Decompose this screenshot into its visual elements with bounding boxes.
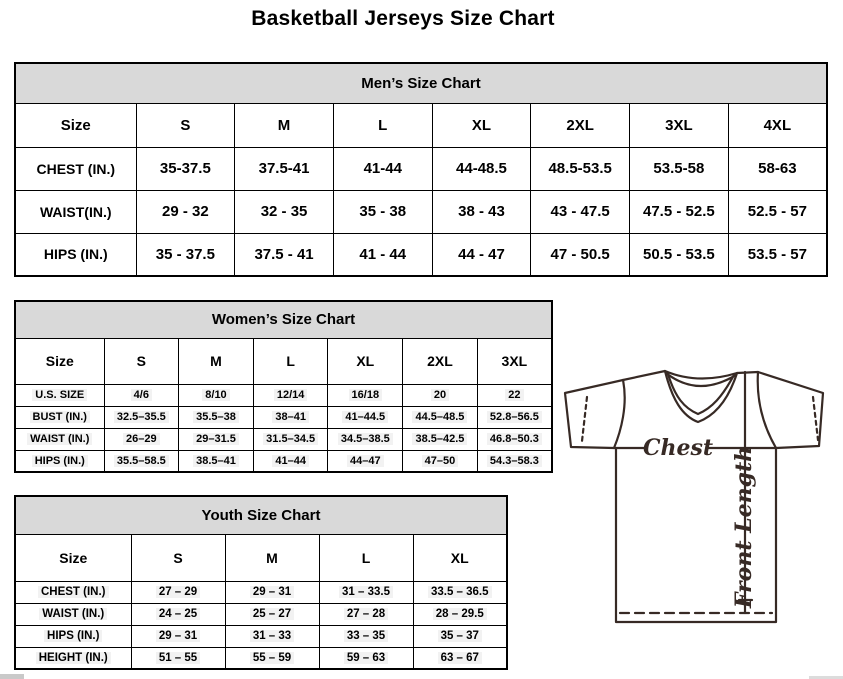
row-label-cell [15,647,131,669]
size-value-cell [630,190,729,233]
size-value: 35.5–38 [193,411,239,423]
size-column-header-cell [253,338,328,384]
size-column-header-cell [104,338,179,384]
size-value: 29 – 31 [156,630,200,642]
size-value: 46.8–50.3 [487,433,542,445]
size-column-header-cell [413,534,507,581]
size-value: 32.5–35.5 [114,411,169,423]
size-column-header-cell [531,103,630,147]
row-label: HIPS (IN.) [43,246,108,263]
size-column-header-cell [225,534,319,581]
size-column-header-cell [179,338,254,384]
table-title-cell [15,301,552,338]
size-value: 27 – 28 [344,608,388,620]
size-column-header: S [173,549,183,566]
size-value: 4/6 [131,389,152,401]
chest-label: Chest [642,435,714,461]
table-title: Women’s Size Chart [211,311,356,329]
mens-size-table [14,62,828,277]
size-value: 35 - 37.5 [155,245,215,263]
size-value-cell [131,581,225,603]
size-column-header-cell [136,103,235,147]
size-column-header: 2XL [427,353,453,369]
size-column-header: 3XL [665,116,693,134]
size-column-header: S [180,116,191,134]
size-value-cell [235,190,334,233]
size-column-header: L [361,549,371,566]
size-value: 26–29 [123,433,160,445]
size-value: 41 - 44 [359,245,407,263]
size-value: 29 – 31 [250,586,294,598]
size-value-cell [333,147,432,190]
size-value-cell [319,625,413,647]
row-label: HIPS (IN.) [32,455,88,467]
size-column-header-cell [319,534,413,581]
size-value-cell [104,384,179,406]
row-label-cell [15,428,104,450]
size-value-cell [531,233,630,276]
size-value: 47–50 [422,455,459,467]
size-value-cell [104,428,179,450]
size-value-cell [477,450,552,472]
row-label: BUST (IN.) [30,411,90,423]
size-column-header: M [277,116,291,134]
row-label-cell [15,450,104,472]
size-column-header: 2XL [566,116,594,134]
row-label: U.S. SIZE [32,389,87,401]
size-column-header-cell [432,103,531,147]
table-row [15,147,827,190]
size-value: 37.5-41 [258,160,310,177]
size-value-cell [225,581,319,603]
size-value-cell [253,450,328,472]
size-value: 33.5 – 36.5 [428,586,492,598]
size-value: 24 – 25 [156,608,200,620]
size-value-cell [403,428,478,450]
size-value-cell [432,233,531,276]
size-value: 52.8–56.5 [487,411,542,423]
size-value: 37.5 - 41 [254,245,314,263]
size-value-cell [531,147,630,190]
size-value: 59 – 63 [344,652,388,664]
row-label: HIPS (IN.) [44,630,102,642]
size-column-header-cell [333,103,432,147]
size-value: 32 - 35 [260,203,308,220]
row-label: WAIST (IN.) [27,433,92,445]
size-corner-header-cell [15,338,104,384]
table-row [15,301,552,338]
size-value: 43 - 47.5 [550,203,610,220]
table-title: Men’s Size Chart [361,74,481,92]
size-value-cell [136,190,235,233]
size-column-header-cell [328,338,403,384]
size-value: 44-48.5 [456,160,507,177]
size-value-cell [728,190,827,233]
size-value-cell [728,147,827,190]
size-value: 22 [505,389,523,401]
size-value-cell [225,603,319,625]
size-value-cell [136,233,235,276]
row-label-cell [15,190,136,233]
size-value-cell [413,581,507,603]
size-value-cell [225,647,319,669]
front-length-label: Front Length [731,445,757,609]
size-value-cell [328,384,403,406]
row-label: CHEST (IN.) [38,586,109,598]
size-value-cell [104,406,179,428]
size-value-cell [403,406,478,428]
size-value: 35 – 37 [438,630,482,642]
size-value: 35 - 38 [359,203,407,220]
row-label-cell [15,581,131,603]
size-value-cell [179,406,254,428]
size-value-cell [333,233,432,276]
size-value: 35.5–58.5 [114,455,169,467]
table-row [15,534,507,581]
size-value: 63 – 67 [438,652,482,664]
size-value: 38 - 43 [458,203,505,220]
scrollbar-fragment-left [0,674,24,679]
size-column-header-cell [235,103,334,147]
size-column-header: L [378,116,388,134]
table-row [15,450,552,472]
size-column-header-cell [403,338,478,384]
table-row [15,338,552,384]
size-value-cell [225,625,319,647]
size-value: 55 – 59 [250,652,294,664]
size-corner-header-cell [15,534,131,581]
size-value-cell [253,406,328,428]
table-row [15,63,827,103]
size-value: 25 – 27 [250,608,294,620]
size-value: 41–44.5 [342,411,388,423]
size-value-cell [131,625,225,647]
size-corner-header-cell [15,103,136,147]
size-value-cell [136,147,235,190]
table-row [15,190,827,233]
size-value-cell [403,450,478,472]
row-label: CHEST (IN.) [36,160,116,177]
row-label: HEIGHT (IN.) [36,652,111,664]
size-column-header: M [266,549,278,566]
size-value: 41–44 [272,455,309,467]
size-value-cell [235,233,334,276]
table-row [15,581,507,603]
size-corner-header: Size [45,353,74,369]
size-value: 52.5 - 57 [747,203,807,220]
size-value: 29–31.5 [193,433,239,445]
row-label-cell [15,603,131,625]
size-value: 53.5 - 57 [747,245,807,263]
size-value: 38.5–42.5 [412,433,467,445]
size-value: 44 - 47 [458,245,505,263]
table-title-cell [15,496,507,534]
row-label: WAIST(IN.) [39,203,112,220]
size-value: 54.3–58.3 [487,455,542,467]
size-column-header: XL [471,116,492,134]
size-value: 38–41 [272,411,309,423]
size-value: 47 - 50.5 [550,245,610,263]
row-label: WAIST (IN.) [39,608,107,620]
size-value: 8/10 [202,389,229,401]
size-value: 48.5-53.5 [548,160,612,177]
size-value: 50.5 - 53.5 [643,245,715,263]
size-value-cell [319,647,413,669]
table-row [15,625,507,647]
size-column-header: S [136,353,146,369]
size-value-cell [319,603,413,625]
table-row [15,233,827,276]
youth-size-table [14,495,508,670]
size-value-cell [328,406,403,428]
size-value: 27 – 29 [156,586,200,598]
size-value-cell [630,233,729,276]
womens-size-table [14,300,553,473]
size-value: 44–47 [347,455,384,467]
size-value: 35-37.5 [159,160,211,177]
size-value: 51 – 55 [156,652,200,664]
size-value-cell [131,647,225,669]
table-title: Youth Size Chart [201,506,321,524]
table-row [15,603,507,625]
size-corner-header: Size [60,116,91,134]
size-value-cell [179,450,254,472]
table-row [15,103,827,147]
size-column-header: XL [450,549,469,566]
size-value-cell [403,384,478,406]
table-row [15,406,552,428]
row-label-cell [15,233,136,276]
table-row [15,496,507,534]
size-value: 53.5-58 [653,160,705,177]
size-value: 31.5–34.5 [263,433,318,445]
size-value-cell [179,428,254,450]
size-value: 44.5–48.5 [412,411,467,423]
size-value: 31 – 33.5 [339,586,393,598]
size-value-cell [328,428,403,450]
size-value: 29 - 32 [162,203,209,220]
size-value: 20 [431,389,449,401]
jersey-measurement-diagram [556,361,826,631]
size-value-cell [432,190,531,233]
size-column-header: L [286,353,295,369]
size-value: 47.5 - 52.5 [643,203,715,220]
size-value: 31 – 33 [250,630,294,642]
size-value-cell [253,428,328,450]
size-value-cell [319,581,413,603]
size-value-cell [413,603,507,625]
size-value-cell [432,147,531,190]
size-column-header-cell [477,338,552,384]
row-label-cell [15,384,104,406]
size-value: 28 – 29.5 [433,608,487,620]
row-label-cell [15,625,131,647]
table-title-cell [15,63,827,103]
size-value: 58-63 [758,160,797,177]
size-value: 34.5–38.5 [338,433,393,445]
size-value-cell [253,384,328,406]
size-value-cell [728,233,827,276]
size-column-header: XL [356,353,375,369]
size-value-cell [413,647,507,669]
size-value-cell [477,406,552,428]
table-row [15,428,552,450]
size-column-header-cell [728,103,827,147]
size-value: 16/18 [349,389,383,401]
size-column-header: 3XL [501,353,528,369]
size-value: 38.5–41 [193,455,239,467]
size-value-cell [477,384,552,406]
table-row [15,647,507,669]
collar-back-rim [665,371,737,379]
size-value-cell [531,190,630,233]
row-label-cell [15,147,136,190]
size-value-cell [333,190,432,233]
size-value: 33 – 35 [344,630,388,642]
table-row [15,384,552,406]
size-value-cell [235,147,334,190]
size-value-cell [131,603,225,625]
size-value-cell [630,147,729,190]
size-value-cell [328,450,403,472]
size-value: 41-44 [363,160,402,177]
size-column-header-cell [131,534,225,581]
size-column-header: 4XL [763,116,792,134]
size-value-cell [477,428,552,450]
size-corner-header: Size [59,549,88,566]
jersey-outline [565,371,823,622]
size-value-cell [179,384,254,406]
size-value-cell [104,450,179,472]
size-column-header: M [210,353,222,369]
row-label-cell [15,406,104,428]
size-value: 12/14 [274,389,308,401]
page-title: Basketball Jerseys Size Chart [251,7,555,30]
size-column-header-cell [630,103,729,147]
size-value-cell [413,625,507,647]
